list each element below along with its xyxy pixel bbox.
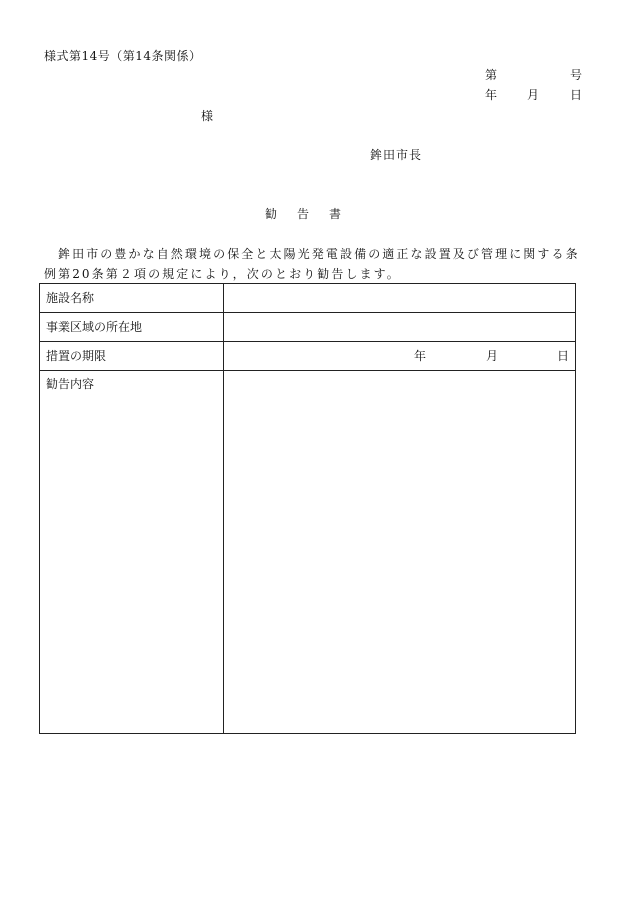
- document-number-suffix: 号: [570, 68, 583, 82]
- deadline-month-label: 月: [486, 349, 499, 363]
- date-year-label: 年: [485, 88, 498, 102]
- deadline-year-label: 年: [414, 349, 427, 363]
- facility-name-field[interactable]: [224, 284, 576, 313]
- form-number-label: 様式第14号（第14条関係）: [44, 49, 202, 63]
- project-location-label: 事業区域の所在地: [40, 313, 224, 342]
- deadline-day-label: 日: [557, 349, 570, 363]
- table-row: [40, 342, 576, 371]
- recommendation-table: [39, 283, 576, 734]
- document-title: 勧告書: [265, 207, 362, 221]
- table-row: [40, 284, 576, 313]
- recommendation-content-field[interactable]: [224, 371, 576, 734]
- recommendation-content-label: 勧告内容: [40, 371, 224, 734]
- table-row: [40, 371, 576, 734]
- issuer-name: 鉾田市長: [370, 148, 423, 162]
- document-number-prefix: 第: [485, 68, 498, 82]
- deadline-label: 措置の期限: [40, 342, 224, 371]
- body-paragraph: 鉾田市の豊かな自然環境の保全と太陽光発電設備の適正な設置及び管理に関する条例第20条第２項の規定により，次のとおり勧告します。: [44, 247, 580, 281]
- addressee-honorific: 様: [201, 109, 214, 123]
- facility-name-label: 施設名称: [40, 284, 224, 313]
- project-location-field[interactable]: [224, 313, 576, 342]
- table-row: [40, 313, 576, 342]
- date-day-label: 日: [570, 88, 583, 102]
- deadline-field[interactable]: [224, 342, 576, 371]
- date-month-label: 月: [527, 88, 540, 102]
